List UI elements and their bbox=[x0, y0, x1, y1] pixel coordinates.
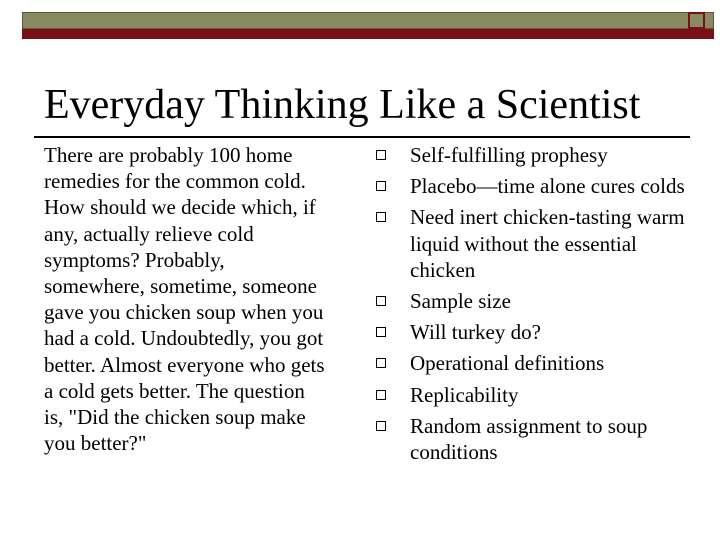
bullet-text: Placebo—time alone cures colds bbox=[410, 174, 685, 199]
bullet-text: Will turkey do? bbox=[410, 320, 541, 345]
title-divider bbox=[34, 136, 690, 138]
bullet-item bbox=[364, 350, 704, 376]
bullet-text: Random assignment to soup conditions bbox=[410, 413, 648, 465]
hollow-square-bullet-icon bbox=[376, 150, 386, 160]
hollow-square-bullet-icon bbox=[376, 358, 386, 368]
hollow-square-bullet-icon bbox=[376, 212, 386, 222]
hollow-square-bullet-icon bbox=[376, 296, 386, 306]
bullet-item bbox=[364, 173, 704, 199]
bullet-item bbox=[364, 204, 704, 283]
bullet-text: Self-fulfilling prophesy bbox=[410, 143, 608, 167]
hollow-square-bullet-icon bbox=[376, 390, 386, 400]
hollow-square-bullet-icon bbox=[376, 421, 386, 431]
corner-square-icon bbox=[688, 12, 705, 29]
bullet-text: Sample size bbox=[410, 289, 511, 314]
hollow-square-bullet-icon bbox=[376, 181, 386, 191]
bullet-item bbox=[364, 319, 704, 345]
bullet-text: Replicability bbox=[410, 382, 519, 407]
slide-title: Everyday Thinking Like a Scientist bbox=[44, 82, 641, 128]
top-decorative-bar bbox=[22, 12, 714, 29]
bullet-item bbox=[364, 413, 704, 465]
bullet-item bbox=[364, 142, 704, 168]
body-paragraph: There are probably 100 home remedies for the common cold. How should we decide which, if any, actually relieve cold symptoms? Probably, somewhere, sometime, someone gave you chicken soup when you had a cold. Undoubtedly, you got better. Almost everyone who gets a cold gets better. The question is, "Did the chicken soup make you better?" bbox=[44, 143, 325, 456]
bullet-item bbox=[364, 382, 704, 408]
hollow-square-bullet-icon bbox=[376, 327, 386, 337]
bullet-text: Need inert chicken-tasting warm liquid without the essential chicken bbox=[410, 205, 685, 282]
top-accent-stripe bbox=[22, 29, 714, 39]
bullet-list bbox=[364, 142, 704, 470]
bullet-text: Operational definitions bbox=[410, 351, 605, 376]
bullet-item bbox=[364, 288, 704, 314]
